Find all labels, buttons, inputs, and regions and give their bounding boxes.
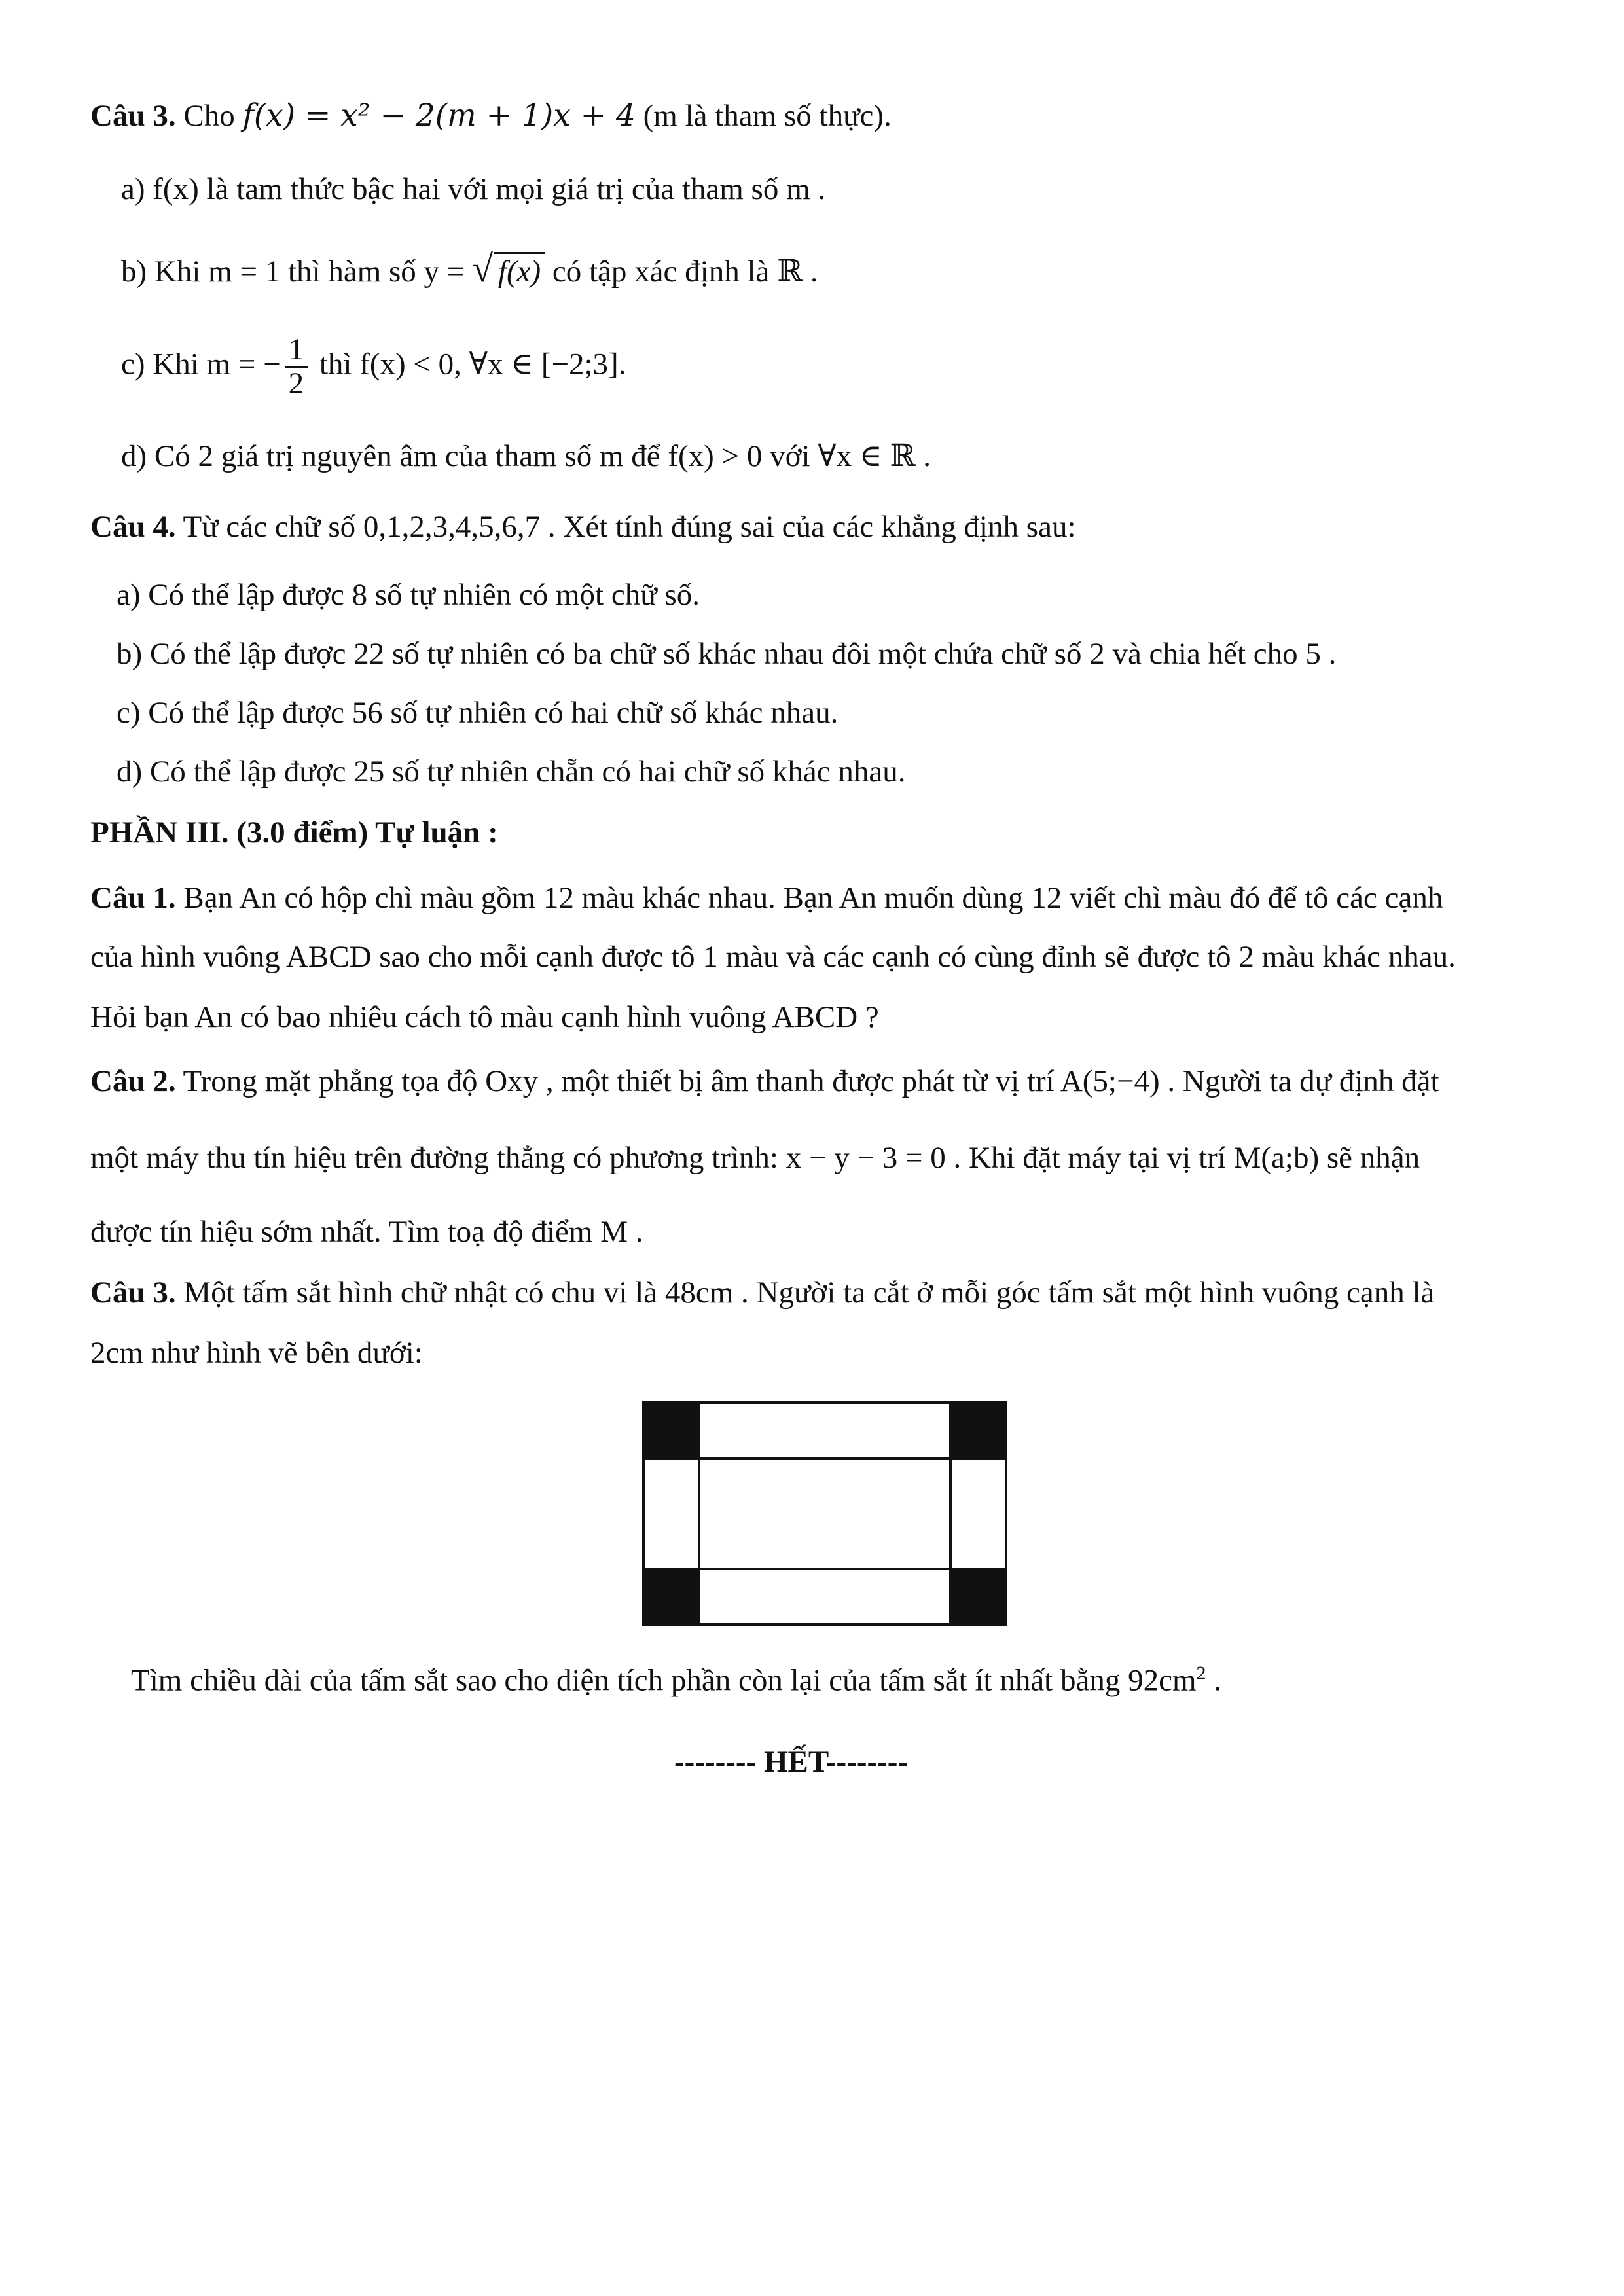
cau3-line <box>90 98 892 134</box>
tl2-line1 <box>90 1064 1439 1099</box>
cau3-statement-d: d) Có 2 giá trị nguyên âm của tham số m để f(x) > 0 với ∀x ∈ ℝ . <box>121 439 931 473</box>
cau3-intro: Cho <box>183 99 235 133</box>
cau4-statement-d: d) Có thể lập được 25 số tự nhiên chẵn có hai chữ số khác nhau. <box>117 755 906 789</box>
cau3-b-post: có tập xác định là ℝ . <box>552 255 818 289</box>
tl1-line2: của hình vuông ABCD sao cho mỗi cạnh được tô 1 màu và các cạnh có cùng đỉnh sẽ được tô 2 màu khác nhau. <box>90 940 1456 974</box>
cau4-header: Câu 4. <box>90 510 176 544</box>
cau3-header: Câu 3. <box>90 99 176 133</box>
tl3-question-end: . <box>1214 1663 1222 1698</box>
cau3-c-pre: c) Khi m = − <box>121 347 281 382</box>
cau3-function: f(x) = x² − 2(m + 1)x + 4 <box>242 98 636 134</box>
part3-title: PHẦN III. (3.0 điểm) Tự luận : <box>90 816 498 850</box>
cau4-statement-a: a) Có thể lập được 8 số tự nhiên có một chữ số. <box>117 578 700 612</box>
corner-square-bottom-left <box>643 1569 699 1624</box>
cau3-statement-b: b) Khi m = 1 thì hàm số y = √ f(x) có tập xác định là ℝ . <box>121 247 818 290</box>
cau3-c-post: thì f(x) < 0, ∀x ∈ [−2;3]. <box>319 347 626 382</box>
tl3-question-text: Tìm chiều dài của tấm sắt sao cho diện tích phần còn lại của tấm sắt ít nhất bằng 92cm <box>131 1663 1197 1698</box>
tl3-question-exponent: 2 <box>1196 1662 1206 1684</box>
cau4-statement-c: c) Có thể lập được 56 số tự nhiên có hai chữ số khác nhau. <box>117 696 839 730</box>
cau3-b-pre: b) Khi m = 1 thì hàm số y = <box>121 255 465 289</box>
tl3-header: Câu 3. <box>90 1276 176 1310</box>
corner-square-top-left <box>643 1403 699 1458</box>
tl1-line3: Hỏi bạn An có bao nhiêu cách tô màu cạnh hình vuông ABCD ? <box>90 1000 879 1034</box>
cau3-b-sqrt: f(x) <box>494 252 545 289</box>
tl2-line2: một máy thu tín hiệu trên đường thẳng có phương trình: x − y − 3 = 0 . Khi đặt máy tại vị trí M(a;b) sẽ nhận <box>90 1141 1420 1175</box>
tl2-line3: được tín hiệu sớm nhất. Tìm toạ độ điểm M . <box>90 1215 643 1249</box>
cau4-statement-b: b) Có thể lập được 22 số tự nhiên có ba chữ số khác nhau đôi một chứa chữ số 2 và chia hết cho 5 . <box>117 637 1337 671</box>
tl2-header: Câu 2. <box>90 1064 176 1098</box>
iron-sheet-figure <box>641 1401 1008 1626</box>
cau4-intro: Từ các chữ số 0,1,2,3,4,5,6,7 . Xét tính đúng sai của các khẳng định sau: <box>183 510 1076 544</box>
cau3-statement-a: a) f(x) là tam thức bậc hai với mọi giá trị của tham số m . <box>121 172 826 206</box>
tl3-line1 <box>90 1275 1434 1310</box>
cau4-line <box>90 509 1076 545</box>
tl3-question <box>131 1662 1221 1698</box>
tl1-line1 <box>90 880 1443 916</box>
tl3-line2: 2cm như hình vẽ bên dưới: <box>90 1336 423 1370</box>
cau3-param: (m là tham số thực). <box>643 99 892 133</box>
tl1-text1: Bạn An có hộp chì màu gồm 12 màu khác nhau. Bạn An muốn dùng 12 viết chì màu đó để tô các cạnh <box>183 881 1443 915</box>
fraction-one-half <box>285 334 308 401</box>
fraction-denominator: 2 <box>288 367 304 401</box>
tl1-header: Câu 1. <box>90 881 176 915</box>
tl3-text1: Một tấm sắt hình chữ nhật có chu vi là 48cm . Người ta cắt ở mỗi góc tấm sắt một hình vuông cạnh là <box>183 1276 1435 1310</box>
end-mark: -------- HẾT-------- <box>674 1745 909 1779</box>
fraction-numerator: 1 <box>285 334 308 368</box>
cau3-statement-c <box>121 334 626 401</box>
tl2-text1: Trong mặt phẳng tọa độ Oxy , một thiết bị âm thanh được phát từ vị trí A(5;−4) . Người ta dự định đặt <box>183 1064 1439 1098</box>
corner-square-top-right <box>950 1403 1006 1458</box>
corner-square-bottom-right <box>950 1569 1006 1624</box>
